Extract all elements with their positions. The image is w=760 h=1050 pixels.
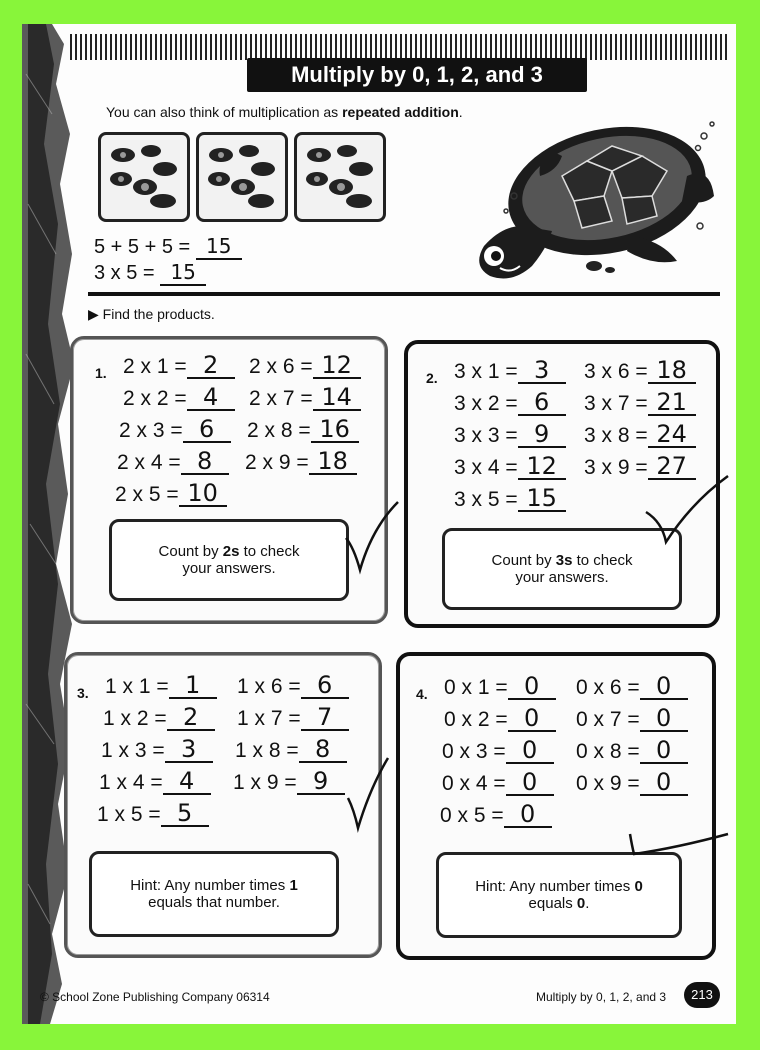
problem-row bbox=[454, 486, 566, 512]
problem-row bbox=[454, 422, 566, 448]
question: 1 x 1 = bbox=[105, 675, 169, 698]
question: 0 x 1 = bbox=[444, 676, 508, 699]
handwritten-answer: 9 bbox=[297, 769, 345, 795]
question: 2 x 4 = bbox=[117, 451, 181, 474]
handwritten-answer: 27 bbox=[648, 454, 696, 480]
turtle-illustration bbox=[442, 116, 722, 286]
hint-box bbox=[109, 519, 349, 601]
handwritten-answer: 0 bbox=[640, 674, 688, 700]
hint-text: . bbox=[585, 895, 590, 912]
problem-row bbox=[123, 385, 235, 411]
handwritten-answer: 10 bbox=[179, 481, 227, 507]
handwritten-answer: 7 bbox=[301, 705, 349, 731]
problem-row bbox=[584, 390, 696, 416]
hint-line-1 bbox=[159, 543, 300, 560]
question: 3 x 8 = bbox=[584, 424, 648, 447]
problem-row bbox=[454, 390, 566, 416]
problem-number: 1. bbox=[95, 365, 107, 381]
multiplication-answer: 15 bbox=[160, 260, 206, 286]
question: 3 x 5 = bbox=[454, 488, 518, 511]
problem-row bbox=[119, 417, 231, 443]
problem-row bbox=[249, 385, 361, 411]
intro-text bbox=[106, 104, 463, 120]
hint-line-2: equals that number. bbox=[148, 894, 280, 911]
problem-row bbox=[249, 353, 361, 379]
question: 2 x 9 = bbox=[245, 451, 309, 474]
question: 2 x 2 = bbox=[123, 387, 187, 410]
handwritten-answer: 0 bbox=[506, 770, 554, 796]
handwritten-answer: 0 bbox=[640, 770, 688, 796]
problem-row bbox=[115, 481, 227, 507]
question: 2 x 7 = bbox=[249, 387, 313, 410]
problem-row bbox=[103, 705, 215, 731]
hint-text: to check bbox=[239, 543, 300, 560]
hint-line-1 bbox=[475, 878, 643, 895]
problem-row bbox=[245, 449, 357, 475]
handwritten-answer: 14 bbox=[313, 385, 361, 411]
intro-bold: repeated addition bbox=[342, 104, 459, 120]
page-number-badge: 213 bbox=[684, 982, 720, 1008]
addition-answer: 15 bbox=[196, 234, 242, 260]
problem-row bbox=[237, 705, 349, 731]
problem-row bbox=[117, 449, 229, 475]
question: 1 x 5 = bbox=[97, 803, 161, 826]
page-title: Multiply by 0, 1, 2, and 3 bbox=[247, 58, 587, 92]
problem-row bbox=[237, 673, 349, 699]
question: 2 x 3 = bbox=[119, 419, 183, 442]
hint-text: to check bbox=[572, 552, 633, 569]
handwritten-answer: 9 bbox=[518, 422, 566, 448]
problem-row bbox=[576, 674, 688, 700]
question: 1 x 9 = bbox=[233, 771, 297, 794]
problem-number: 2. bbox=[426, 370, 438, 386]
hint-line-1 bbox=[492, 552, 633, 569]
intro-text-end: . bbox=[458, 104, 463, 120]
checkmark-icon bbox=[642, 472, 732, 552]
problem-row bbox=[105, 673, 217, 699]
handwritten-answer: 18 bbox=[648, 358, 696, 384]
hint-text: Count by bbox=[491, 552, 556, 569]
copyright-text: © School Zone Publishing Company 06314 bbox=[40, 990, 270, 1004]
question: 0 x 5 = bbox=[440, 804, 504, 827]
turtle-group-picture-2 bbox=[196, 132, 288, 222]
hint-text: Hint: Any number times bbox=[475, 878, 635, 895]
problem-row bbox=[576, 738, 688, 764]
question: 1 x 3 = bbox=[101, 739, 165, 762]
problem-row bbox=[233, 769, 345, 795]
hint-bold: 3s bbox=[555, 552, 573, 569]
turtle-group-picture-1 bbox=[98, 132, 190, 222]
handwritten-answer: 8 bbox=[181, 449, 229, 475]
question: 1 x 2 = bbox=[103, 707, 167, 730]
intro-text-start: You can also think of multiplication as bbox=[106, 104, 343, 120]
hint-box bbox=[89, 851, 339, 937]
question: 2 x 5 = bbox=[115, 483, 179, 506]
question: 0 x 4 = bbox=[442, 772, 506, 795]
problem-number: 4. bbox=[416, 686, 428, 702]
multiplication-expression: 3 x 5 = bbox=[94, 262, 155, 284]
header-stripes bbox=[70, 34, 730, 60]
running-title: Multiply by 0, 1, 2, and 3 bbox=[536, 990, 667, 1004]
checkmark-icon bbox=[344, 754, 394, 834]
problem-row bbox=[454, 454, 566, 480]
handwritten-answer: 12 bbox=[518, 454, 566, 480]
question: 3 x 7 = bbox=[584, 392, 648, 415]
problem-row bbox=[99, 769, 211, 795]
play-arrow-icon: ▶ bbox=[88, 306, 99, 322]
question: 0 x 8 = bbox=[576, 740, 640, 763]
problem-1-panel bbox=[70, 336, 388, 624]
addition-equation bbox=[94, 234, 242, 260]
hint-bold: 0 bbox=[634, 878, 643, 895]
hint-box bbox=[436, 852, 682, 938]
handwritten-answer: 0 bbox=[640, 738, 688, 764]
problem-row bbox=[584, 422, 696, 448]
handwritten-answer: 8 bbox=[299, 737, 347, 763]
handwritten-answer: 6 bbox=[301, 673, 349, 699]
problem-row bbox=[454, 358, 566, 384]
addition-expression: 5 + 5 + 5 = bbox=[94, 236, 191, 258]
handwritten-answer: 24 bbox=[648, 422, 696, 448]
question: 3 x 6 = bbox=[584, 360, 648, 383]
question: 2 x 8 = bbox=[247, 419, 311, 442]
checkmark-icon bbox=[626, 824, 732, 864]
handwritten-answer: 16 bbox=[311, 417, 359, 443]
problem-row bbox=[442, 738, 554, 764]
handwritten-answer: 3 bbox=[165, 737, 213, 763]
hint-line-2: your answers. bbox=[515, 569, 609, 586]
question: 3 x 3 = bbox=[454, 424, 518, 447]
hint-bold: 2s bbox=[222, 543, 240, 560]
handwritten-answer: 4 bbox=[163, 769, 211, 795]
handwritten-answer: 5 bbox=[161, 801, 209, 827]
worksheet-page bbox=[22, 24, 736, 1024]
question: 0 x 2 = bbox=[444, 708, 508, 731]
problem-row bbox=[101, 737, 213, 763]
problem-row bbox=[444, 674, 556, 700]
hint-text: Hint: Any number times bbox=[130, 877, 290, 894]
problem-row bbox=[584, 358, 696, 384]
handwritten-answer: 3 bbox=[518, 358, 566, 384]
question: 0 x 6 = bbox=[576, 676, 640, 699]
handwritten-answer: 0 bbox=[506, 738, 554, 764]
question: 2 x 1 = bbox=[123, 355, 187, 378]
hint-line-2: your answers. bbox=[182, 560, 276, 577]
hint-text: Count by bbox=[158, 543, 223, 560]
handwritten-answer: 18 bbox=[309, 449, 357, 475]
problem-row bbox=[97, 801, 209, 827]
multiplication-equation bbox=[94, 260, 206, 286]
handwritten-answer: 2 bbox=[187, 353, 235, 379]
turtle-group-picture-3 bbox=[294, 132, 386, 222]
hint-line-2 bbox=[475, 895, 643, 912]
problem-row bbox=[442, 770, 554, 796]
handwritten-answer: 2 bbox=[167, 705, 215, 731]
question: 0 x 3 = bbox=[442, 740, 506, 763]
problem-row bbox=[235, 737, 347, 763]
handwritten-answer: 21 bbox=[648, 390, 696, 416]
problem-number: 3. bbox=[77, 685, 89, 701]
handwritten-answer: 0 bbox=[508, 706, 556, 732]
problem-row bbox=[576, 706, 688, 732]
handwritten-answer: 0 bbox=[508, 674, 556, 700]
question: 1 x 4 = bbox=[99, 771, 163, 794]
question: 3 x 2 = bbox=[454, 392, 518, 415]
problem-row bbox=[123, 353, 235, 379]
handwritten-answer: 0 bbox=[504, 802, 552, 828]
question: 3 x 1 = bbox=[454, 360, 518, 383]
question: 3 x 4 = bbox=[454, 456, 518, 479]
handwritten-answer: 12 bbox=[313, 353, 361, 379]
problem-4-panel bbox=[396, 652, 716, 960]
hint-bold: 1 bbox=[289, 877, 298, 894]
handwritten-answer: 15 bbox=[518, 486, 566, 512]
question: 1 x 8 = bbox=[235, 739, 299, 762]
problem-3-panel bbox=[64, 652, 382, 958]
instruction bbox=[88, 306, 215, 323]
hint-text: equals bbox=[528, 895, 577, 912]
handwritten-answer: 6 bbox=[518, 390, 566, 416]
question: 3 x 9 = bbox=[584, 456, 648, 479]
problem-row bbox=[247, 417, 359, 443]
problem-row bbox=[576, 770, 688, 796]
instruction-text: Find the products. bbox=[102, 306, 215, 322]
question: 2 x 6 = bbox=[249, 355, 313, 378]
problem-row bbox=[444, 706, 556, 732]
handwritten-answer: 6 bbox=[183, 417, 231, 443]
question: 1 x 6 = bbox=[237, 675, 301, 698]
hint-bold: 0 bbox=[576, 895, 586, 912]
checkmark-icon bbox=[342, 498, 402, 578]
section-divider bbox=[88, 292, 720, 296]
handwritten-answer: 4 bbox=[187, 385, 235, 411]
question: 1 x 7 = bbox=[237, 707, 301, 730]
question: 0 x 7 = bbox=[576, 708, 640, 731]
handwritten-answer: 0 bbox=[640, 706, 688, 732]
hint-line-1 bbox=[130, 877, 298, 894]
problem-row bbox=[440, 802, 552, 828]
question: 0 x 9 = bbox=[576, 772, 640, 795]
handwritten-answer: 1 bbox=[169, 673, 217, 699]
